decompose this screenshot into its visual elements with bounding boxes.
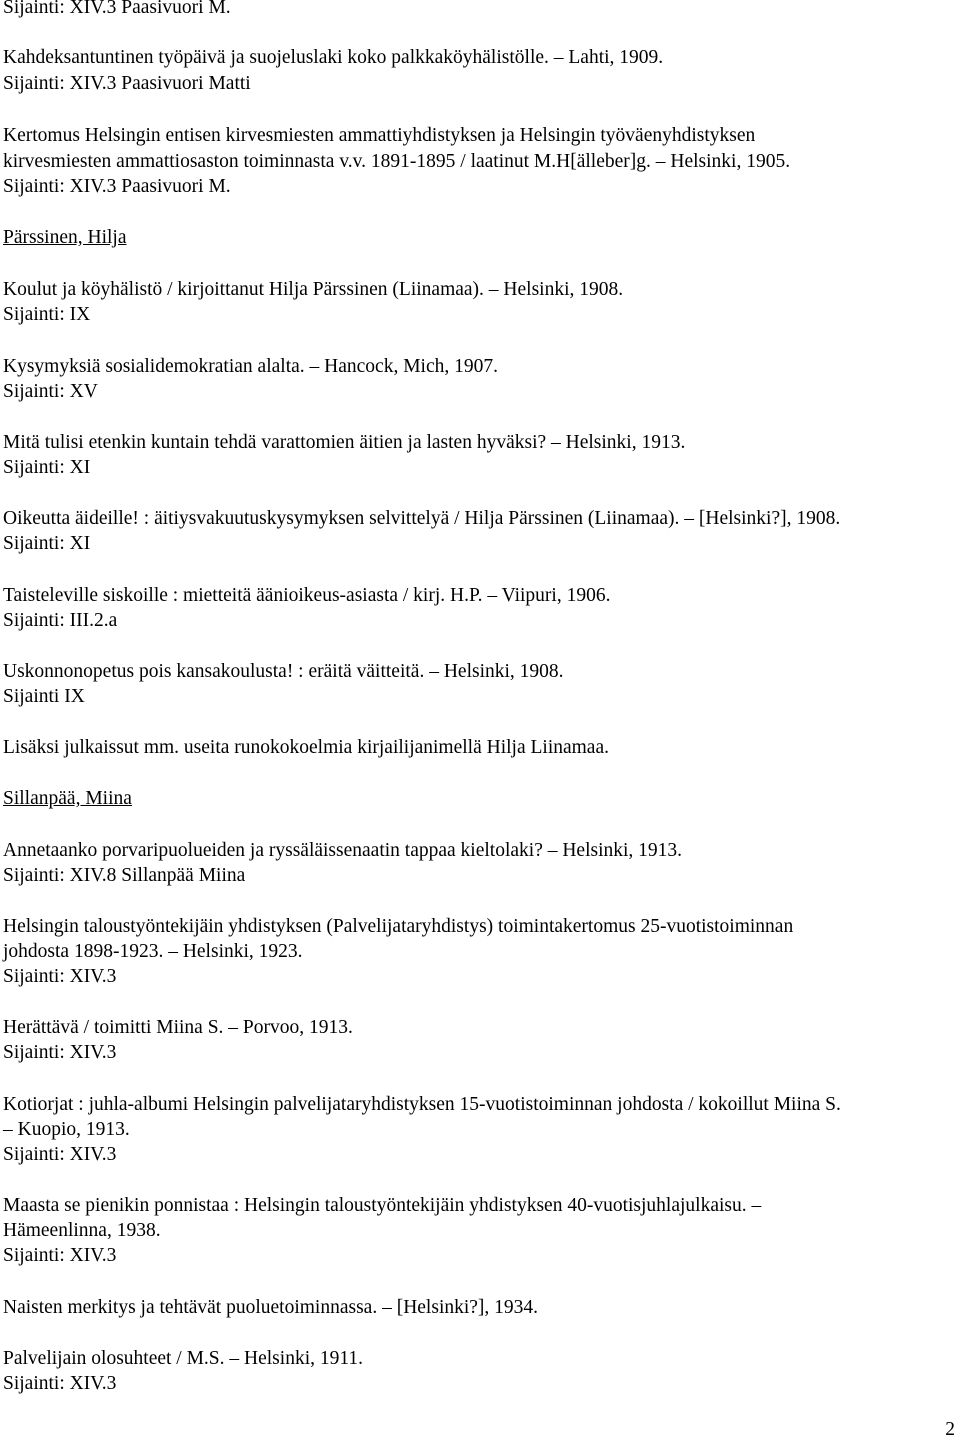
entry-title-continued: Hämeenlinna, 1938.: [3, 1220, 161, 1241]
entry-title: Kertomus Helsingin entisen kirvesmiesten ammattiyhdistyksen ja Helsingin työväenyhdistyksen: [3, 125, 756, 146]
location-line: Sijainti: XI: [3, 533, 91, 554]
entry-title-continued: kirvesmiesten ammattiosaston toiminnasta v.v. 1891-1895 / laatinut M.H[älleber]g. – Helsinki, 1905.: [3, 151, 791, 172]
page-number: 2: [945, 1419, 955, 1440]
entry-title: Palvelijain olosuhteet / M.S. – Helsinki, 1911.: [3, 1348, 364, 1369]
author-heading: Pärssinen, Hilja: [3, 227, 127, 248]
location-line: Sijainti: XV: [3, 381, 98, 402]
author-heading: Sillanpää, Miina: [3, 788, 132, 809]
location-line: Sijainti: XIV.8 Sillanpää Miina: [3, 865, 246, 886]
entry-title: Annetaanko porvaripuolueiden ja ryssäläissenaatin tappaa kieltolaki? – Helsinki, 1913.: [3, 840, 683, 861]
location-line: Sijainti: XI: [3, 457, 91, 478]
location-line: Sijainti: IX: [3, 304, 91, 325]
location-line: Sijainti: XIV.3 Paasivuori M.: [3, 0, 231, 18]
location-line: Sijainti: III.2.a: [3, 610, 118, 631]
entry-title: Koulut ja köyhälistö / kirjoittanut Hilja Pärssinen (Liinamaa). – Helsinki, 1908.: [3, 279, 624, 300]
entry-title: Herättävä / toimitti Miina S. – Porvoo, 1913.: [3, 1017, 353, 1038]
entry-title: Uskonnonopetus pois kansakoulusta! : eräitä väitteitä. – Helsinki, 1908.: [3, 661, 564, 682]
entry-title: Helsingin taloustyöntekijäin yhdistyksen (Palvelijataryhdistys) toimintakertomus 25-vuotistoiminnan: [3, 916, 794, 937]
entry-title: Taisteleville siskoille : mietteitä äänioikeus-asiasta / kirj. H.P. – Viipuri, 1906.: [3, 585, 611, 606]
location-line: Sijainti: XIV.3 Paasivuori Matti: [3, 73, 251, 94]
location-line: Sijainti: XIV.3: [3, 966, 117, 987]
location-line: Sijainti: XIV.3: [3, 1245, 117, 1266]
location-line: Sijainti: XIV.3 Paasivuori M.: [3, 176, 231, 197]
entry-title-continued: johdosta 1898-1923. – Helsinki, 1923.: [3, 941, 303, 962]
entry-title: Oikeutta äideille! : äitiysvakuutuskysymyksen selvittelyä / Hilja Pärssinen (Liinamaa). – [Helsinki?], 1908.: [3, 508, 841, 529]
entry-title: Kotiorjat : juhla-albumi Helsingin palvelijataryhdistyksen 15-vuotistoiminnan johdosta / kokoillut Miina S.: [3, 1094, 841, 1115]
note-line: Lisäksi julkaissut mm. useita runokokoelmia kirjailijanimellä Hilja Liinamaa.: [3, 737, 609, 758]
entry-title: Naisten merkitys ja tehtävät puoluetoiminnassa. – [Helsinki?], 1934.: [3, 1297, 539, 1318]
entry-title: Mitä tulisi etenkin kuntain tehdä varattomien äitien ja lasten hyväksi? – Helsinki, 1913.: [3, 432, 686, 453]
entry-title-continued: – Kuopio, 1913.: [3, 1119, 130, 1140]
entry-title: Kysymyksiä sosialidemokratian alalta. – Hancock, Mich, 1907.: [3, 356, 498, 377]
entry-title: Kahdeksantuntinen työpäivä ja suojeluslaki koko palkkaköyhälistölle. – Lahti, 1909.: [3, 47, 664, 68]
location-line: Sijainti: XIV.3: [3, 1144, 117, 1165]
location-line: Sijainti IX: [3, 686, 85, 707]
location-line: Sijainti: XIV.3: [3, 1373, 117, 1394]
entry-title: Maasta se pienikin ponnistaa : Helsingin taloustyöntekijäin yhdistyksen 40-vuotisjuhlajulkaisu. –: [3, 1195, 762, 1216]
location-line: Sijainti: XIV.3: [3, 1042, 117, 1063]
